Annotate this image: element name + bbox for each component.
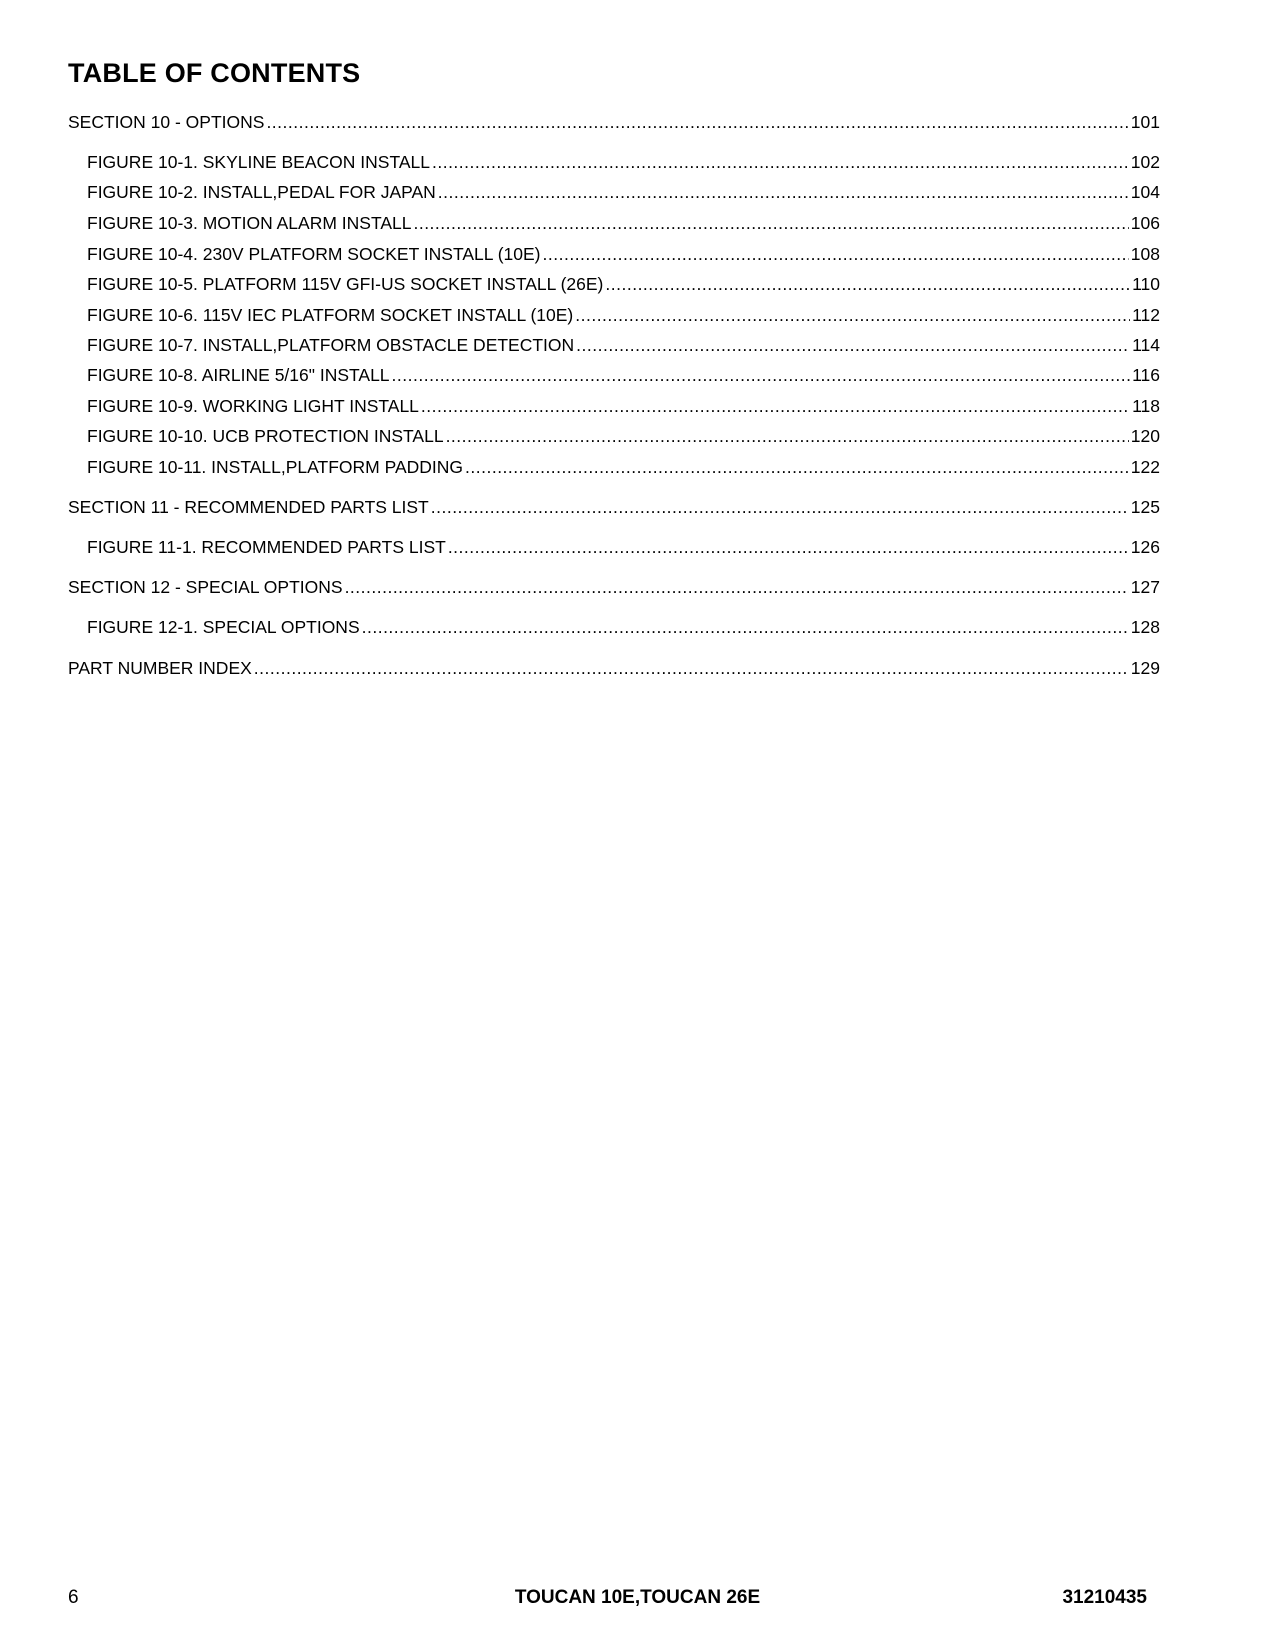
- toc-entry-label: FIGURE 10-2. INSTALL,PEDAL FOR JAPAN: [87, 182, 436, 202]
- toc-entry-page: 106: [1130, 213, 1160, 233]
- dot-leader: [392, 364, 1131, 386]
- toc-entry-page: 129: [1130, 658, 1160, 678]
- toc-entry-figure-12-1[interactable]: [87, 616, 1160, 638]
- footer-document-number: 31210435: [1062, 1587, 1147, 1608]
- toc-entry-figure-10-4[interactable]: [87, 243, 1160, 265]
- toc-entry-page: 101: [1130, 112, 1160, 132]
- toc-entry-page: 120: [1130, 426, 1160, 446]
- dot-leader: [266, 111, 1128, 133]
- toc-entry-label: FIGURE 10-1. SKYLINE BEACON INSTALL: [87, 152, 430, 172]
- toc-entry-label: FIGURE 10-6. 115V IEC PLATFORM SOCKET INSTALL (10E): [87, 305, 574, 325]
- footer-document-title: TOUCAN 10E,TOUCAN 26E: [514, 1587, 761, 1608]
- toc-entry-label: PART NUMBER INDEX: [68, 658, 252, 678]
- dot-leader: [432, 151, 1129, 173]
- dot-leader: [345, 576, 1129, 598]
- toc-entry-figure-10-2[interactable]: [87, 181, 1160, 203]
- toc-entry-page: 116: [1132, 365, 1160, 385]
- toc-entry-figure-10-7[interactable]: [87, 334, 1160, 356]
- toc-entry-figure-10-11[interactable]: [87, 456, 1160, 478]
- dot-leader: [421, 395, 1130, 417]
- toc-entry-label: FIGURE 12-1. SPECIAL OPTIONS: [87, 617, 360, 637]
- toc-entry-page: 104: [1130, 182, 1160, 202]
- toc-entry-label: FIGURE 10-5. PLATFORM 115V GFI-US SOCKET INSTALL (26E): [87, 274, 604, 294]
- toc-entry-page: 112: [1132, 305, 1160, 325]
- dot-leader: [413, 212, 1128, 234]
- toc-entry-page: 127: [1130, 577, 1160, 597]
- toc-entry-label: FIGURE 10-9. WORKING LIGHT INSTALL: [87, 396, 419, 416]
- dot-leader: [543, 243, 1129, 265]
- dot-leader: [575, 304, 1130, 326]
- dot-leader: [605, 273, 1130, 295]
- toc-entry-figure-10-1[interactable]: [87, 151, 1160, 173]
- toc-entry-figure-10-3[interactable]: [87, 212, 1160, 234]
- toc-entry-label: FIGURE 10-7. INSTALL,PLATFORM OBSTACLE DETECTION: [87, 335, 575, 355]
- toc-entry-figure-10-5[interactable]: [87, 273, 1160, 295]
- dot-leader: [448, 536, 1129, 558]
- toc-entry-page: 128: [1130, 617, 1160, 637]
- dot-leader: [576, 334, 1130, 356]
- dot-leader: [254, 657, 1129, 679]
- toc-entry-page: 118: [1132, 396, 1160, 416]
- toc-entry-page: 122: [1130, 457, 1160, 477]
- toc-entry-figure-10-6[interactable]: [87, 304, 1160, 326]
- page-footer: [0, 1587, 1275, 1613]
- toc-entry-page: 125: [1130, 497, 1160, 517]
- page-title: TABLE OF CONTENTS: [68, 58, 361, 88]
- toc-entry-label: FIGURE 10-11. INSTALL,PLATFORM PADDING: [87, 457, 464, 477]
- toc-entry-figure-10-10[interactable]: [87, 425, 1160, 447]
- dot-leader: [465, 456, 1129, 478]
- toc-entry-section-10[interactable]: [68, 111, 1160, 133]
- toc-entry-section-12[interactable]: [68, 576, 1160, 598]
- dot-leader: [438, 181, 1129, 203]
- toc-entry-label: SECTION 12 - SPECIAL OPTIONS: [68, 577, 343, 597]
- toc-entry-section-11[interactable]: [68, 496, 1160, 518]
- toc-entry-page: 108: [1130, 244, 1160, 264]
- toc-entry-label: FIGURE 10-10. UCB PROTECTION INSTALL: [87, 426, 444, 446]
- toc-entry-label: FIGURE 10-4. 230V PLATFORM SOCKET INSTALL (10E): [87, 244, 541, 264]
- footer-page-number: 6: [68, 1587, 79, 1608]
- toc-entry-page: 110: [1132, 274, 1160, 294]
- toc-entry-figure-10-9[interactable]: [87, 395, 1160, 417]
- toc-entry-label: SECTION 10 - OPTIONS: [68, 112, 265, 132]
- toc-entry-label: FIGURE 10-3. MOTION ALARM INSTALL: [87, 213, 412, 233]
- dot-leader: [362, 616, 1129, 638]
- toc-entry-page: 102: [1130, 152, 1160, 172]
- toc-entry-label: SECTION 11 - RECOMMENDED PARTS LIST: [68, 497, 429, 517]
- toc-entry-label: FIGURE 10-8. AIRLINE 5/16" INSTALL: [87, 365, 390, 385]
- dot-leader: [431, 496, 1129, 518]
- toc-entry-page: 114: [1132, 335, 1160, 355]
- toc-entry-label: FIGURE 11-1. RECOMMENDED PARTS LIST: [87, 537, 446, 557]
- toc-entry-page: 126: [1130, 537, 1160, 557]
- toc-entry-part-number-index[interactable]: [68, 657, 1160, 679]
- toc-entry-figure-10-8[interactable]: [87, 364, 1160, 386]
- dot-leader: [446, 425, 1129, 447]
- toc-entry-figure-11-1[interactable]: [87, 536, 1160, 558]
